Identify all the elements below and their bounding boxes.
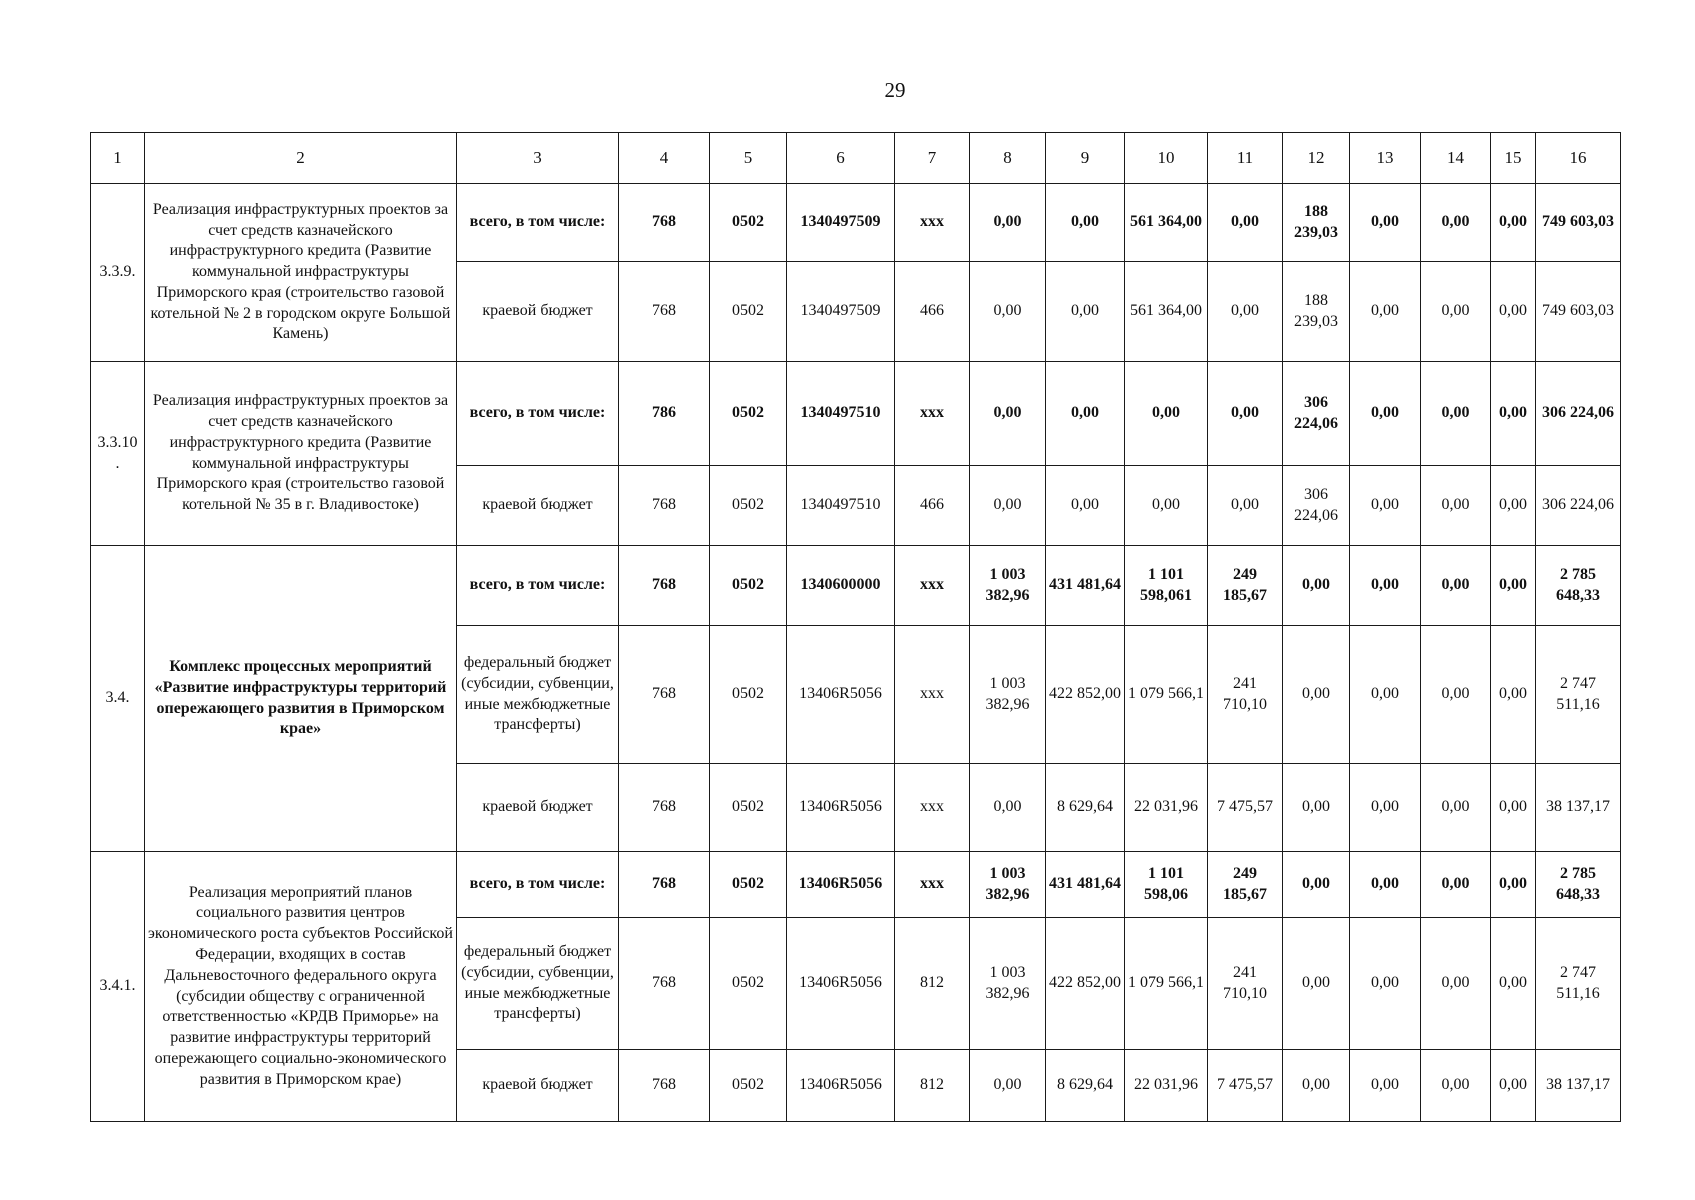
funding-source: всего, в том числе: — [457, 362, 619, 466]
cell-col-16: 306 224,06 — [1536, 362, 1621, 466]
cell-col-13: 0,00 — [1350, 184, 1421, 262]
cell-col-13: 0,00 — [1350, 262, 1421, 362]
cell-col-11: 0,00 — [1208, 184, 1283, 262]
cell-col-8: 1 003 382,96 — [970, 546, 1046, 626]
cell-col-16: 2 747 511,16 — [1536, 918, 1621, 1050]
cell-col-11: 249 185,67 — [1208, 546, 1283, 626]
cell-col-15: 0,00 — [1491, 362, 1536, 466]
cell-col-4: 768 — [619, 626, 710, 764]
header-cell: 4 — [619, 133, 710, 184]
cell-col-14: 0,00 — [1421, 184, 1491, 262]
item-description: Реализация инфраструктурных проектов за счет средств казначейского инфраструктурного кредита (Развитие коммунальной инфраструктуры Приморского края (строительство газовой котельной № 35 в г. Владивостоке) — [145, 362, 457, 546]
cell-col-14: 0,00 — [1421, 1050, 1491, 1122]
cell-col-5: 0502 — [710, 626, 787, 764]
funding-source: краевой бюджет — [457, 466, 619, 546]
cell-col-14: 0,00 — [1421, 852, 1491, 918]
cell-col-11: 241 710,10 — [1208, 626, 1283, 764]
cell-col-10: 561 364,00 — [1125, 262, 1208, 362]
cell-col-10: 1 079 566,1 — [1125, 626, 1208, 764]
cell-col-7: ххх — [895, 362, 970, 466]
cell-col-13: 0,00 — [1350, 546, 1421, 626]
cell-col-5: 0502 — [710, 764, 787, 852]
cell-col-10: 1 101 598,061 — [1125, 546, 1208, 626]
cell-col-8: 0,00 — [970, 184, 1046, 262]
funding-source: краевой бюджет — [457, 1050, 619, 1122]
cell-col-12: 0,00 — [1283, 764, 1350, 852]
cell-col-13: 0,00 — [1350, 362, 1421, 466]
funding-source: всего, в том числе: — [457, 546, 619, 626]
cell-col-9: 422 852,00 — [1046, 626, 1125, 764]
table-row-total — [91, 852, 1621, 918]
cell-col-15: 0,00 — [1491, 626, 1536, 764]
table-row-total — [91, 546, 1621, 626]
cell-col-14: 0,00 — [1421, 466, 1491, 546]
cell-col-10: 22 031,96 — [1125, 764, 1208, 852]
cell-col-11: 241 710,10 — [1208, 918, 1283, 1050]
cell-col-4: 768 — [619, 1050, 710, 1122]
cell-col-5: 0502 — [710, 262, 787, 362]
budget-table — [90, 132, 1621, 1122]
cell-col-12: 0,00 — [1283, 852, 1350, 918]
cell-col-4: 768 — [619, 546, 710, 626]
cell-col-6: 13406R5056 — [787, 1050, 895, 1122]
cell-col-15: 0,00 — [1491, 184, 1536, 262]
cell-col-15: 0,00 — [1491, 852, 1536, 918]
cell-col-11: 7 475,57 — [1208, 764, 1283, 852]
cell-col-10: 1 079 566,1 — [1125, 918, 1208, 1050]
cell-col-10: 0,00 — [1125, 466, 1208, 546]
cell-col-9: 0,00 — [1046, 362, 1125, 466]
cell-col-10: 1 101 598,06 — [1125, 852, 1208, 918]
cell-col-4: 768 — [619, 918, 710, 1050]
cell-col-8: 1 003 382,96 — [970, 626, 1046, 764]
item-number: 3.4.1. — [91, 852, 145, 1122]
cell-col-7: ххх — [895, 764, 970, 852]
cell-col-11: 0,00 — [1208, 262, 1283, 362]
cell-col-5: 0502 — [710, 918, 787, 1050]
funding-source: федеральный бюджет (субсидии, субвенции, иные межбюджетные трансферты) — [457, 626, 619, 764]
funding-source: всего, в том числе: — [457, 852, 619, 918]
funding-source: федеральный бюджет (субсидии, субвенции, иные межбюджетные трансферты) — [457, 918, 619, 1050]
header-cell: 3 — [457, 133, 619, 184]
cell-col-14: 0,00 — [1421, 918, 1491, 1050]
item-number: 3.3.10 . — [91, 362, 145, 546]
cell-col-10: 561 364,00 — [1125, 184, 1208, 262]
header-row — [91, 133, 1621, 184]
cell-col-14: 0,00 — [1421, 362, 1491, 466]
cell-col-7: 466 — [895, 262, 970, 362]
cell-col-7: ххх — [895, 852, 970, 918]
cell-col-16: 749 603,03 — [1536, 262, 1621, 362]
cell-col-4: 768 — [619, 852, 710, 918]
cell-col-11: 249 185,67 — [1208, 852, 1283, 918]
cell-col-8: 1 003 382,96 — [970, 918, 1046, 1050]
cell-col-12: 188 239,03 — [1283, 262, 1350, 362]
cell-col-5: 0502 — [710, 1050, 787, 1122]
cell-col-16: 38 137,17 — [1536, 764, 1621, 852]
cell-col-12: 306 224,06 — [1283, 362, 1350, 466]
cell-col-10: 0,00 — [1125, 362, 1208, 466]
header-cell: 5 — [710, 133, 787, 184]
cell-col-14: 0,00 — [1421, 262, 1491, 362]
header-cell: 9 — [1046, 133, 1125, 184]
cell-col-15: 0,00 — [1491, 764, 1536, 852]
header-cell: 1 — [91, 133, 145, 184]
header-cell: 7 — [895, 133, 970, 184]
cell-col-9: 0,00 — [1046, 184, 1125, 262]
item-description: Реализация инфраструктурных проектов за счет средств казначейского инфраструктурного кредита (Развитие коммунальной инфраструктуры Приморского края (строительство газовой котельной № 2 в городском округе Большой Камень) — [145, 184, 457, 362]
cell-col-13: 0,00 — [1350, 918, 1421, 1050]
header-cell: 14 — [1421, 133, 1491, 184]
cell-col-8: 0,00 — [970, 1050, 1046, 1122]
cell-col-5: 0502 — [710, 184, 787, 262]
cell-col-8: 0,00 — [970, 466, 1046, 546]
cell-col-6: 13406R5056 — [787, 626, 895, 764]
cell-col-5: 0502 — [710, 466, 787, 546]
cell-col-7: ххх — [895, 184, 970, 262]
cell-col-6: 1340600000 — [787, 546, 895, 626]
cell-col-15: 0,00 — [1491, 918, 1536, 1050]
cell-col-12: 188 239,03 — [1283, 184, 1350, 262]
cell-col-9: 0,00 — [1046, 262, 1125, 362]
cell-col-7: 812 — [895, 918, 970, 1050]
funding-source: всего, в том числе: — [457, 184, 619, 262]
cell-col-16: 2 785 648,33 — [1536, 852, 1621, 918]
cell-col-6: 1340497509 — [787, 262, 895, 362]
cell-col-13: 0,00 — [1350, 852, 1421, 918]
cell-col-6: 1340497509 — [787, 184, 895, 262]
item-number: 3.3.9. — [91, 184, 145, 362]
cell-col-6: 13406R5056 — [787, 852, 895, 918]
funding-source: краевой бюджет — [457, 764, 619, 852]
cell-col-8: 0,00 — [970, 764, 1046, 852]
funding-source: краевой бюджет — [457, 262, 619, 362]
cell-col-13: 0,00 — [1350, 626, 1421, 764]
header-cell: 16 — [1536, 133, 1621, 184]
cell-col-12: 0,00 — [1283, 918, 1350, 1050]
cell-col-14: 0,00 — [1421, 626, 1491, 764]
cell-col-6: 13406R5056 — [787, 918, 895, 1050]
cell-col-6: 13406R5056 — [787, 764, 895, 852]
cell-col-9: 431 481,64 — [1046, 852, 1125, 918]
cell-col-4: 768 — [619, 466, 710, 546]
cell-col-9: 8 629,64 — [1046, 1050, 1125, 1122]
header-cell: 6 — [787, 133, 895, 184]
cell-col-6: 1340497510 — [787, 466, 895, 546]
cell-col-4: 768 — [619, 262, 710, 362]
cell-col-11: 0,00 — [1208, 466, 1283, 546]
cell-col-4: 768 — [619, 764, 710, 852]
cell-col-7: ххх — [895, 626, 970, 764]
cell-col-12: 0,00 — [1283, 626, 1350, 764]
item-description: Реализация мероприятий планов социального развития центров экономического роста субъектов Российской Федерации, входящих в состав Дальневосточного федерального округа (субсидии обществу с ограниченной ответственностью «КРДВ Приморье» на развитие инфраструктуры территорий опережающего социально-экономического развития в Приморском крае) — [145, 852, 457, 1122]
cell-col-16: 2 785 648,33 — [1536, 546, 1621, 626]
cell-col-9: 8 629,64 — [1046, 764, 1125, 852]
cell-col-9: 431 481,64 — [1046, 546, 1125, 626]
cell-col-16: 749 603,03 — [1536, 184, 1621, 262]
cell-col-4: 786 — [619, 362, 710, 466]
cell-col-8: 1 003 382,96 — [970, 852, 1046, 918]
cell-col-13: 0,00 — [1350, 1050, 1421, 1122]
cell-col-12: 0,00 — [1283, 546, 1350, 626]
cell-col-10: 22 031,96 — [1125, 1050, 1208, 1122]
cell-col-8: 0,00 — [970, 262, 1046, 362]
item-description: Комплекс процессных мероприятий «Развитие инфраструктуры территорий опережающего развития в Приморском крае» — [145, 546, 457, 852]
header-cell: 2 — [145, 133, 457, 184]
cell-col-9: 0,00 — [1046, 466, 1125, 546]
page-number: 29 — [884, 78, 906, 102]
cell-col-9: 422 852,00 — [1046, 918, 1125, 1050]
cell-col-6: 1340497510 — [787, 362, 895, 466]
table-row-total — [91, 184, 1621, 262]
cell-col-7: ххх — [895, 546, 970, 626]
cell-col-16: 2 747 511,16 — [1536, 626, 1621, 764]
header-cell: 10 — [1125, 133, 1208, 184]
cell-col-7: 812 — [895, 1050, 970, 1122]
cell-col-15: 0,00 — [1491, 466, 1536, 546]
table-row-total — [91, 362, 1621, 466]
cell-col-5: 0502 — [710, 852, 787, 918]
cell-col-15: 0,00 — [1491, 546, 1536, 626]
header-cell: 12 — [1283, 133, 1350, 184]
cell-col-16: 306 224,06 — [1536, 466, 1621, 546]
cell-col-12: 306 224,06 — [1283, 466, 1350, 546]
cell-col-11: 0,00 — [1208, 362, 1283, 466]
header-cell: 11 — [1208, 133, 1283, 184]
cell-col-5: 0502 — [710, 546, 787, 626]
header-cell: 13 — [1350, 133, 1421, 184]
cell-col-14: 0,00 — [1421, 546, 1491, 626]
item-number: 3.4. — [91, 546, 145, 852]
cell-col-5: 0502 — [710, 362, 787, 466]
cell-col-13: 0,00 — [1350, 764, 1421, 852]
header-cell: 8 — [970, 133, 1046, 184]
cell-col-7: 466 — [895, 466, 970, 546]
cell-col-15: 0,00 — [1491, 1050, 1536, 1122]
cell-col-16: 38 137,17 — [1536, 1050, 1621, 1122]
header-cell: 15 — [1491, 133, 1536, 184]
cell-col-4: 768 — [619, 184, 710, 262]
cell-col-11: 7 475,57 — [1208, 1050, 1283, 1122]
cell-col-15: 0,00 — [1491, 262, 1536, 362]
cell-col-13: 0,00 — [1350, 466, 1421, 546]
cell-col-14: 0,00 — [1421, 764, 1491, 852]
cell-col-12: 0,00 — [1283, 1050, 1350, 1122]
cell-col-8: 0,00 — [970, 362, 1046, 466]
